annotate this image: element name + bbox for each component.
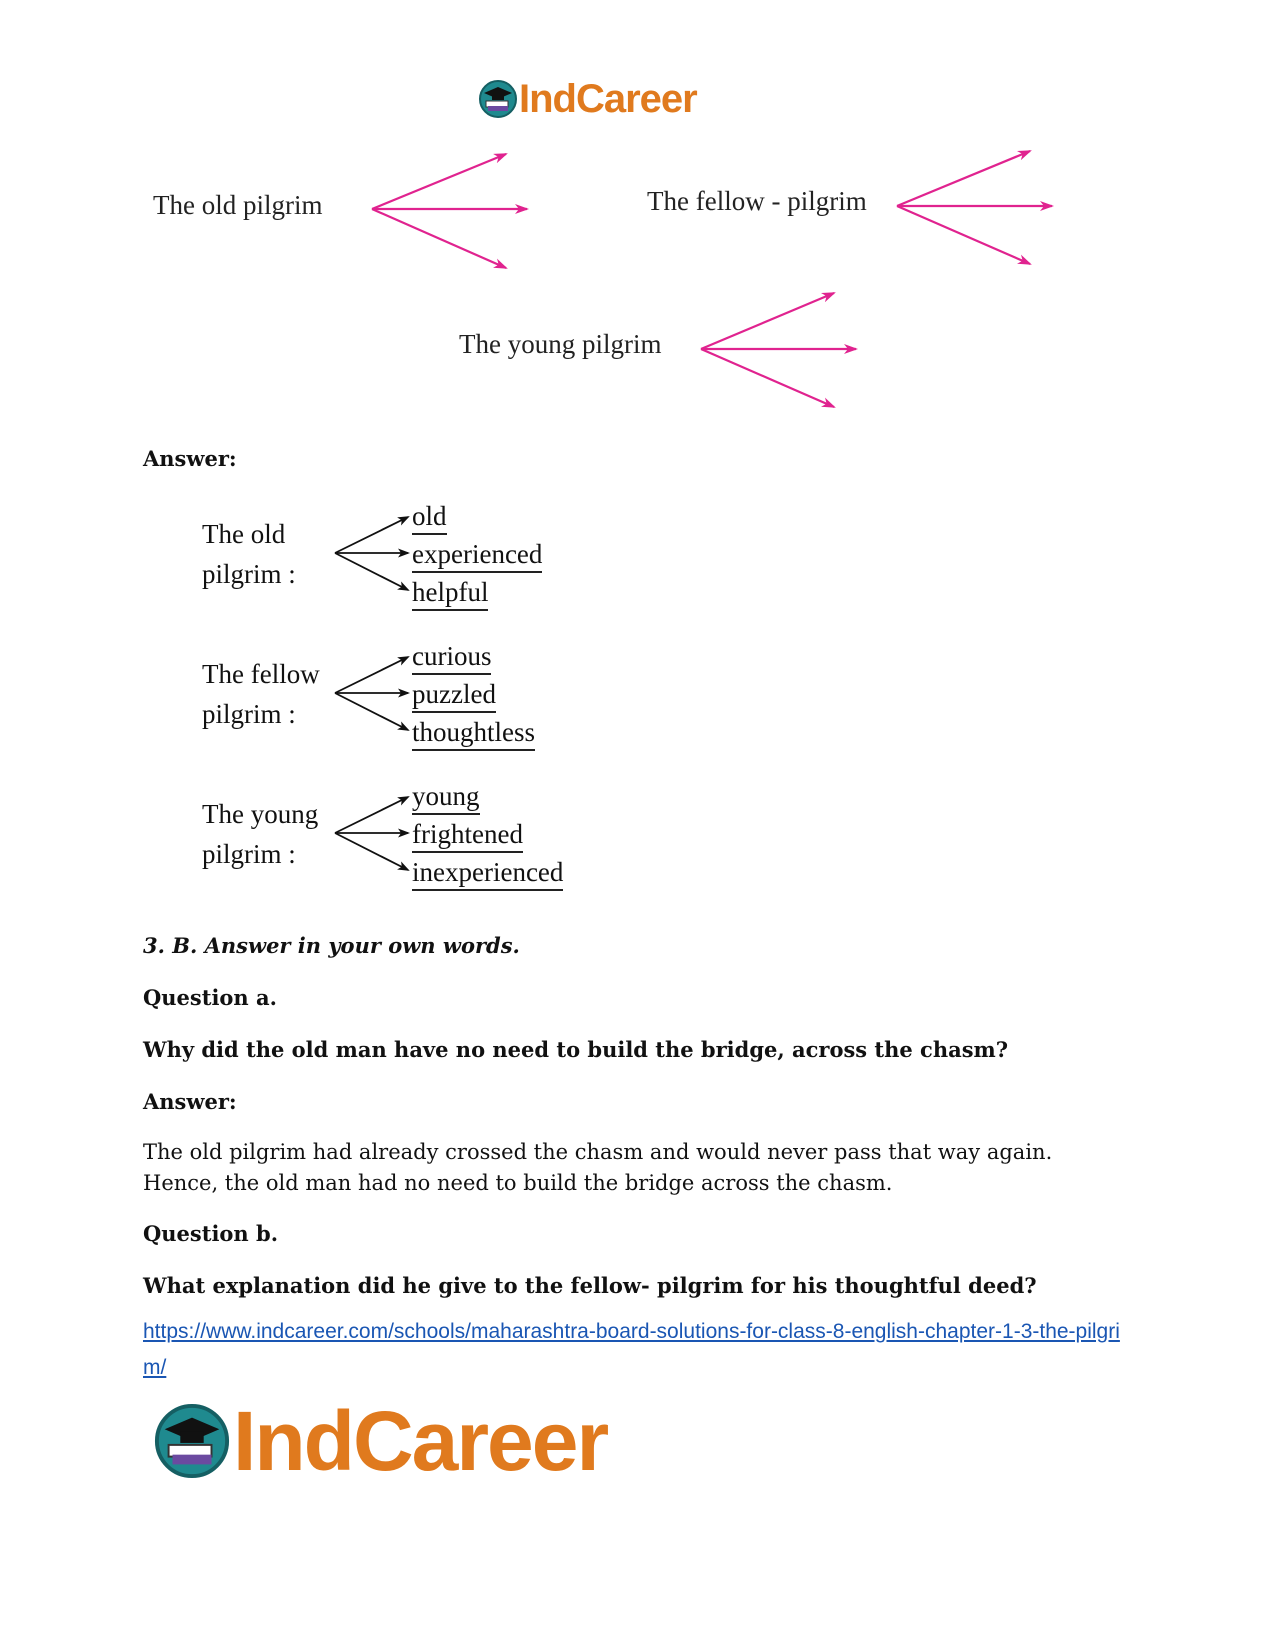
question-a-answer: The old pilgrim had already crossed the chasm and would never pass that way again. Hence, the old man had no need to build the bridge across the chasm. — [143, 1140, 1053, 1195]
answer-word: frightened — [412, 817, 523, 853]
arrow-group-fellow-pilgrim — [897, 151, 1052, 264]
diagram-label-old-pilgrim: The old pilgrim — [153, 190, 323, 220]
answer-label-line1: The old — [202, 519, 286, 549]
arrow-group-old-pilgrim — [372, 154, 527, 268]
footer-logo-text: IndCareer — [233, 1393, 608, 1488]
question-a-label: Question a. — [143, 985, 277, 1010]
header-logo-text: IndCareer — [519, 76, 697, 121]
answer-label-line1: The young — [202, 799, 319, 829]
answer-word: helpful — [412, 575, 488, 611]
answer-word: experienced — [412, 537, 542, 573]
footer-source-link[interactable]: https://www.indcareer.com/schools/maharashtra-board-solutions-for-class-8-english-chapter-1-3-the-pilgrim/ — [143, 1320, 1120, 1379]
answer-label-line2: pilgrim : — [202, 559, 296, 589]
arrow-group-young-pilgrim — [701, 293, 856, 407]
answer-word: inexperienced — [412, 855, 563, 891]
diagram-label-fellow-pilgrim: The fellow - pilgrim — [647, 186, 867, 216]
answer-word: old — [412, 499, 447, 535]
question-a-text: Why did the old man have no need to build the bridge, across the chasm? — [143, 1037, 1009, 1062]
answer-word: puzzled — [412, 677, 496, 713]
question-a-answer-label: Answer: — [143, 1089, 237, 1114]
question-arrows — [0, 0, 1275, 430]
answer-label-line2: pilgrim : — [202, 839, 296, 869]
question-b-label: Question b. — [143, 1221, 279, 1246]
answer-label-line2: pilgrim : — [202, 699, 296, 729]
section-heading: 3. B. Answer in your own words. — [143, 933, 520, 958]
answer-label: Answer: — [143, 446, 237, 471]
answer-word: curious — [412, 639, 491, 675]
answer-label-line1: The fellow — [202, 659, 320, 689]
question-b-text: What explanation did he give to the fellow- pilgrim for his thoughtful deed? — [143, 1273, 1037, 1298]
answer-word: young — [412, 779, 480, 815]
graduation-cap-books-icon — [153, 1402, 231, 1480]
diagram-label-young-pilgrim: The young pilgrim — [459, 329, 662, 359]
footer-logo[interactable] — [153, 1393, 608, 1488]
answer-word: thoughtless — [412, 715, 535, 751]
